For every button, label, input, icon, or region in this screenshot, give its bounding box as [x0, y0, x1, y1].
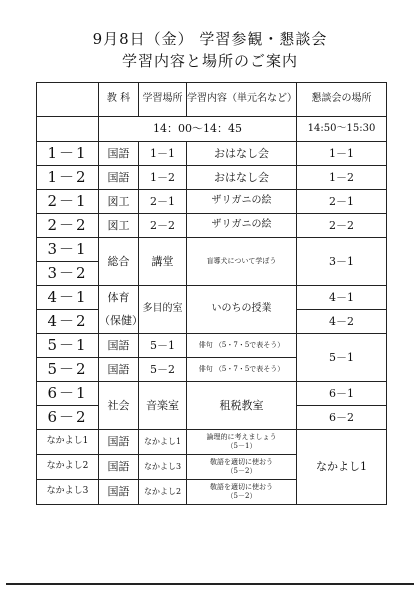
table-row	[37, 214, 387, 238]
class-cell: 5－2	[37, 358, 99, 382]
content-line: （5－2）	[226, 467, 257, 475]
meeting-cell: なかよし1	[297, 430, 387, 505]
content-cell: 俳句 （5・7・5で表そう）	[187, 358, 297, 382]
table-row	[37, 430, 387, 455]
subject-cell: 総合	[99, 238, 139, 286]
content-cell: ザリガニの絵	[187, 190, 297, 214]
class-cell: 3－1	[37, 238, 99, 262]
class-cell: 1－2	[37, 166, 99, 190]
table-row	[37, 190, 387, 214]
page-subtitle: 学習内容と場所のご案内	[121, 52, 298, 70]
meeting-cell: 1－2	[297, 166, 387, 190]
subject-cell: （保健）	[99, 310, 139, 334]
class-cell: なかよし3	[37, 480, 99, 505]
class-cell: なかよし1	[37, 430, 99, 455]
place-cell: 多目的室	[139, 286, 187, 334]
content-cell	[187, 455, 297, 480]
meeting-cell: 1－1	[297, 142, 387, 166]
content-line: 論理的に考えましょう	[206, 433, 277, 442]
content-cell: おはなし会	[187, 166, 297, 190]
place-cell: 2－2	[139, 214, 187, 238]
bottom-divider	[6, 583, 414, 585]
meeting-cell: 5－1	[297, 334, 387, 382]
subject-cell: 社会	[99, 382, 139, 430]
class-cell: なかよし2	[37, 455, 99, 480]
class-cell: 5－1	[37, 334, 99, 358]
lesson-time: 14：00〜14：45	[99, 117, 297, 142]
content-cell: 盲導犬について学ぼう	[187, 238, 297, 286]
schedule-table	[36, 82, 387, 505]
class-cell: 4－1	[37, 286, 99, 310]
class-cell: 3－2	[37, 262, 99, 286]
content-cell: おはなし会	[187, 142, 297, 166]
place-cell: 1－1	[139, 142, 187, 166]
subject-cell: 国語	[99, 166, 139, 190]
header-subject: 教 科	[99, 83, 139, 117]
table-row	[37, 334, 387, 358]
content-line: 敬語を適切に使おう	[210, 458, 273, 467]
meeting-cell: 6－1	[297, 382, 387, 406]
subject-cell: 国語	[99, 480, 139, 505]
class-cell: 1－1	[37, 142, 99, 166]
place-cell: 1－2	[139, 166, 187, 190]
class-cell: 6－1	[37, 382, 99, 406]
place-cell: なかよし1	[139, 430, 187, 455]
content-cell	[187, 480, 297, 505]
subject-cell: 国語	[99, 430, 139, 455]
place-cell: なかよし2	[139, 480, 187, 505]
table-row	[37, 382, 387, 406]
subject-cell: 図工	[99, 190, 139, 214]
header-place: 学習場所	[139, 83, 187, 117]
header-class	[37, 83, 99, 117]
class-cell: 2－1	[37, 190, 99, 214]
subject-cell: 国語	[99, 358, 139, 382]
place-cell: 講堂	[139, 238, 187, 286]
content-line: 敬語を適切に使おう	[210, 483, 273, 492]
subject-cell: 国語	[99, 142, 139, 166]
place-cell: 5－1	[139, 334, 187, 358]
table-row	[37, 238, 387, 262]
content-cell	[187, 430, 297, 455]
meeting-cell: 3－1	[297, 238, 387, 286]
content-cell: 俳句 （5・7・5で表そう）	[187, 334, 297, 358]
table-row	[37, 166, 387, 190]
class-cell: 6－2	[37, 406, 99, 430]
place-cell: 5－2	[139, 358, 187, 382]
meeting-cell: 2－2	[297, 214, 387, 238]
place-cell: 2－1	[139, 190, 187, 214]
table-row	[37, 142, 387, 166]
content-cell: ザリガニの絵	[187, 214, 297, 238]
meeting-cell: 4－2	[297, 310, 387, 334]
place-cell: 音楽室	[139, 382, 187, 430]
content-line: （5－2）	[226, 492, 257, 500]
meeting-time: 14:50〜15:30	[297, 117, 387, 142]
subject-cell: 国語	[99, 455, 139, 480]
page-title: 9月8日（金） 学習参観・懇談会	[92, 30, 328, 48]
place-cell: なかよし3	[139, 455, 187, 480]
table-row	[37, 286, 387, 310]
subject-cell: 図工	[99, 214, 139, 238]
class-cell: 2－2	[37, 214, 99, 238]
subject-cell: 国語	[99, 334, 139, 358]
time-blank	[37, 117, 99, 142]
content-cell: 租税教室	[187, 382, 297, 430]
content-line: （5－1）	[226, 442, 257, 450]
header-meeting: 懇談会の場所	[297, 83, 387, 117]
header-content: 学習内容（単元名など）	[187, 83, 297, 117]
class-cell: 4－2	[37, 310, 99, 334]
subject-cell: 体育	[99, 286, 139, 310]
meeting-cell: 6－2	[297, 406, 387, 430]
content-cell: いのちの授業	[187, 286, 297, 334]
meeting-cell: 2－1	[297, 190, 387, 214]
meeting-cell: 4－1	[297, 286, 387, 310]
